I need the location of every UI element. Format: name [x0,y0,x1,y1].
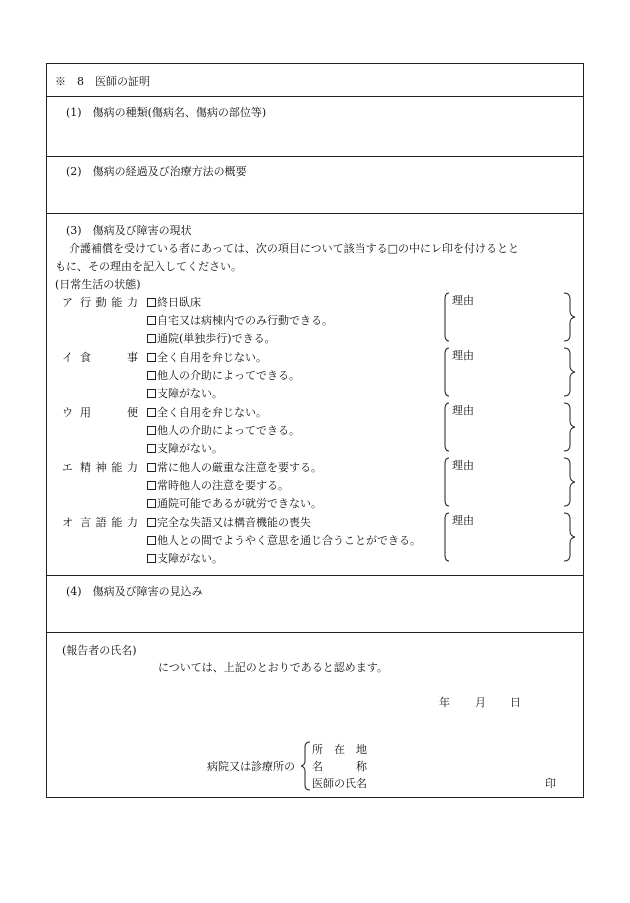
signature-brace [301,741,311,791]
checkbox-option[interactable] [147,404,267,420]
checkbox-option-label: 終日臥床 [157,296,201,309]
checkbox-icon[interactable] [147,408,156,417]
checkbox-option-label: 全く自用を弁じない。 [157,351,267,364]
category-name: 精神能力 [80,461,138,474]
checkbox-option[interactable] [147,294,201,310]
checkbox-option-label: 全く自用を弁じない。 [157,406,267,419]
category-name: 言語能力 [80,516,138,529]
checkbox-option-label: 他人の介助によってできる。 [157,369,300,382]
divider-s2 [46,213,584,214]
checkbox-option-label: 常に他人の厳重な注意を要する。 [157,461,322,474]
section-title: ※ 8 医師の証明 [55,75,150,88]
date-month: 月 [475,696,486,709]
checkbox-option[interactable] [147,459,322,475]
s3-label: (3) 傷病及び障害の現状 [66,224,192,237]
divider-s3 [46,575,584,576]
checkbox-option-label: 通院可能であるが就労できない。 [157,497,322,510]
checkbox-option-label: 支障がない。 [157,387,223,400]
checkbox-option-label: 他人との間でようやく意思を通じ合うことができる。 [157,534,421,547]
category-name: 行動能力 [80,296,138,309]
checkbox-option[interactable] [147,477,289,493]
category-kana: ア [62,296,73,309]
reason-field[interactable] [443,346,578,396]
divider-s4 [46,632,584,633]
checkbox-icon[interactable] [147,371,156,380]
hospital-label: 病院又は診療所の [207,760,295,773]
category-kana: イ [62,351,73,364]
reason-label: 理由 [452,294,474,307]
reason-field[interactable] [443,401,578,451]
s2-label: (2) 傷病の経過及び治療方法の概要 [66,165,247,178]
category-label [62,459,138,475]
checkbox-option[interactable] [147,385,223,401]
checkbox-option[interactable] [147,422,300,438]
checkbox-icon[interactable] [147,463,156,472]
checkbox-icon[interactable] [147,554,156,563]
category-label [62,404,138,420]
checkbox-option[interactable] [147,312,333,328]
date-day: 日 [510,696,521,709]
checkbox-option[interactable] [147,367,300,383]
checkbox-option[interactable] [147,330,276,346]
checkbox-icon[interactable] [147,499,156,508]
category-label [62,294,138,310]
checkbox-icon[interactable] [147,481,156,490]
address-label: 所 在 地 [312,743,367,756]
reason-label: 理由 [452,349,474,362]
s3-subheading: (日常生活の状態) [55,278,141,291]
name-label: 名 称 [312,760,367,773]
category-kana: エ [62,461,73,474]
divider-header [46,96,584,97]
statement: については、上記のとおりであると認めます。 [158,661,388,674]
checkbox-icon[interactable] [147,518,156,527]
reason-label: 理由 [452,459,474,472]
checkbox-option[interactable] [147,514,311,530]
seal-label: 印 [545,777,556,790]
date-year: 年 [439,696,450,709]
doctor-label: 医師の氏名 [312,777,367,790]
checkbox-option-label: 支障がない。 [157,442,223,455]
checkbox-icon[interactable] [147,353,156,362]
category-kana: オ [62,516,73,529]
checkbox-option-label: 自宅又は病棟内でのみ行動できる。 [157,314,333,327]
category-label [62,349,138,365]
checkbox-option[interactable] [147,440,223,456]
s1-label: (1) 傷病の種類(傷病名、傷病の部位等) [66,106,267,119]
checkbox-icon[interactable] [147,334,156,343]
checkbox-option[interactable] [147,349,267,365]
checkbox-icon[interactable] [147,298,156,307]
reason-label: 理由 [452,514,474,527]
category-kana: ウ [62,406,73,419]
checkbox-option-label: 他人の介助によってできる。 [157,424,300,437]
divider-s1 [46,156,584,157]
checkbox-option-label: 支障がない。 [157,552,223,565]
reason-field[interactable] [443,511,578,561]
s3-instruction-1: 介護補償を受けている者にあっては、次の項目について該当する□の中にレ印を付けるとと [69,242,520,255]
checkbox-option-label: 完全な失語又は構音機能の喪失 [157,516,311,529]
category-label [62,514,138,530]
reason-field[interactable] [443,291,578,341]
checkbox-icon[interactable] [147,444,156,453]
s3-instruction-2: もに、その理由を記入してください。 [55,260,242,273]
checkbox-icon[interactable] [147,389,156,398]
checkbox-option[interactable] [147,532,421,548]
s4-label: (4) 傷病及び障害の見込み [66,585,203,598]
checkbox-option[interactable] [147,495,322,511]
reporter-label: (報告者の氏名) [62,644,137,657]
category-name: 食事 [80,351,138,364]
checkbox-option-label: 通院(単独歩行)できる。 [157,332,276,345]
reason-field[interactable] [443,456,578,506]
checkbox-option-label: 常時他人の注意を要する。 [157,479,289,492]
checkbox-icon[interactable] [147,426,156,435]
category-name: 用便 [80,406,138,419]
checkbox-icon[interactable] [147,536,156,545]
checkbox-icon[interactable] [147,316,156,325]
reason-label: 理由 [452,404,474,417]
checkbox-option[interactable] [147,550,223,566]
